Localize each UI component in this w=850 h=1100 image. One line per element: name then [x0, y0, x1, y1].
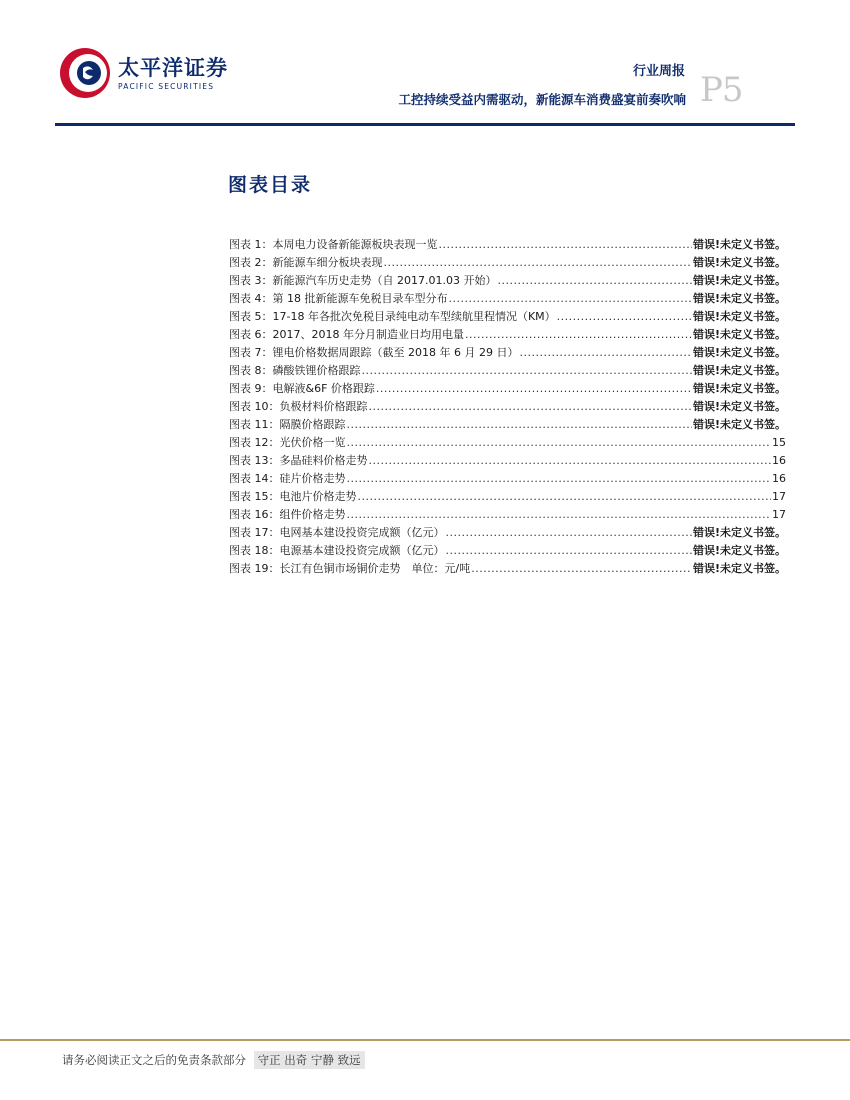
toc-dot-leader	[384, 256, 692, 269]
toc-dot-leader	[347, 436, 772, 449]
toc-entry-page: 错误!未定义书签。	[692, 238, 786, 251]
toc-entry-page: 错误!未定义书签。	[692, 292, 786, 305]
toc-entry-label: 图表 10：负极材料价格跟踪	[229, 400, 368, 413]
company-logo	[58, 46, 258, 102]
toc-entry-page: 错误!未定义书签。	[692, 310, 786, 323]
toc-entry-label: 图表 12：光伏价格一览	[229, 436, 346, 449]
toc-entry-label: 图表 17：电网基本建设投资完成额（亿元）	[229, 526, 445, 539]
toc-entry-label: 图表 4：第 18 批新能源车免税目录车型分布	[229, 292, 448, 305]
toc-dot-leader	[471, 562, 692, 575]
toc-entry-page: 错误!未定义书签。	[692, 562, 786, 575]
toc-dot-leader	[557, 310, 692, 323]
toc-dot-leader	[347, 508, 772, 521]
footer-divider	[0, 1039, 850, 1041]
toc-entry[interactable]	[229, 416, 786, 434]
footer-disclaimer: 请务必阅读正文之后的免责条款部分	[62, 1053, 246, 1067]
toc-dot-leader	[347, 418, 692, 431]
toc-entry-label: 图表 5：17-18 年各批次免税目录纯电动车型续航里程情况（KM）	[229, 310, 556, 323]
header-divider	[55, 123, 795, 126]
toc-entry-page: 16	[772, 472, 786, 485]
toc-entry[interactable]	[229, 362, 786, 380]
toc-entry[interactable]	[229, 272, 786, 290]
logo-company-name: 太平洋证券	[118, 56, 228, 80]
toc-entry[interactable]	[229, 434, 786, 452]
toc-entry[interactable]	[229, 236, 786, 254]
toc-entry-page: 16	[772, 454, 786, 467]
toc-dot-leader	[465, 328, 692, 341]
toc-entry[interactable]	[229, 254, 786, 272]
toc-entry-page: 错误!未定义书签。	[692, 400, 786, 413]
toc-entry-label: 图表 3：新能源汽车历史走势（自 2017.01.03 开始）	[229, 274, 497, 287]
toc-dot-leader	[439, 238, 692, 251]
toc-entry-page: 错误!未定义书签。	[692, 382, 786, 395]
toc-entry[interactable]	[229, 560, 786, 578]
footer-motto: 守正 出奇 宁静 致远	[254, 1051, 365, 1069]
toc-entry-page: 错误!未定义书签。	[692, 328, 786, 341]
toc-dot-leader	[497, 274, 692, 287]
toc-entry[interactable]	[229, 326, 786, 344]
toc-entry-label: 图表 2：新能源车细分板块表现	[229, 256, 383, 269]
toc-dot-leader	[519, 346, 692, 359]
footer	[62, 1052, 365, 1068]
toc-dot-leader	[376, 382, 692, 395]
toc-entry[interactable]	[229, 470, 786, 488]
toc-entry-label: 图表 6：2017、2018 年分月制造业日均用电量	[229, 328, 464, 341]
toc-entry-label: 图表 18：电源基本建设投资完成额（亿元）	[229, 544, 445, 557]
toc-entry-label: 图表 7：锂电价格数据周跟踪（截至 2018 年 6 月 29 日）	[229, 346, 519, 359]
toc-dot-leader	[369, 454, 772, 467]
toc-entry[interactable]	[229, 398, 786, 416]
toc-entry-page: 15	[772, 436, 786, 449]
toc-entry[interactable]	[229, 524, 786, 542]
toc-dot-leader	[446, 526, 692, 539]
page-number: P5	[700, 70, 743, 110]
toc-entry-page: 错误!未定义书签。	[692, 364, 786, 377]
toc-entry[interactable]	[229, 506, 786, 524]
toc-entry-label: 图表 19：长江有色铜市场铜价走势 单位：元/吨	[229, 562, 471, 575]
toc-entry-page: 错误!未定义书签。	[692, 526, 786, 539]
toc-entry[interactable]	[229, 542, 786, 560]
toc-entry-page: 错误!未定义书签。	[692, 418, 786, 431]
report-type: 行业周报	[632, 64, 685, 79]
toc-dot-leader	[448, 292, 691, 305]
report-title: 工控持续受益内需驱动，新能源车消费盛宴前奏吹响	[398, 92, 686, 107]
toc-dot-leader	[347, 472, 772, 485]
pacific-securities-logo-icon	[58, 46, 112, 100]
toc-entry-label: 图表 15：电池片价格走势	[229, 490, 357, 503]
toc-entry-page: 错误!未定义书签。	[692, 256, 786, 269]
toc-dot-leader	[362, 364, 692, 377]
toc-entry-label: 图表 8：磷酸铁锂价格跟踪	[229, 364, 361, 377]
toc-dot-leader	[369, 400, 692, 413]
toc-heading: 图表目录	[228, 174, 313, 196]
toc-entry-page: 17	[772, 490, 786, 503]
toc-entry[interactable]	[229, 380, 786, 398]
toc-dot-leader	[446, 544, 692, 557]
toc-entry-label: 图表 13：多晶硅料价格走势	[229, 454, 368, 467]
toc-entry[interactable]	[229, 488, 786, 506]
toc-entry-page: 17	[772, 508, 786, 521]
toc-entry-page: 错误!未定义书签。	[692, 544, 786, 557]
toc-entry-label: 图表 16：组件价格走势	[229, 508, 346, 521]
toc-entry-label: 图表 14：硅片价格走势	[229, 472, 346, 485]
toc-entry[interactable]	[229, 308, 786, 326]
toc-dot-leader	[358, 490, 772, 503]
table-of-figures	[229, 236, 786, 578]
toc-entry[interactable]	[229, 290, 786, 308]
logo-company-name-en: PACIFIC SECURITIES	[118, 82, 215, 91]
toc-entry-label: 图表 1：本周电力设备新能源板块表现一览	[229, 238, 438, 251]
toc-entry[interactable]	[229, 452, 786, 470]
toc-entry-label: 图表 9：电解液&6F 价格跟踪	[229, 382, 375, 395]
toc-entry-label: 图表 11：隔膜价格跟踪	[229, 418, 346, 431]
toc-entry[interactable]	[229, 344, 786, 362]
toc-entry-page: 错误!未定义书签。	[692, 346, 786, 359]
toc-entry-page: 错误!未定义书签。	[692, 274, 786, 287]
